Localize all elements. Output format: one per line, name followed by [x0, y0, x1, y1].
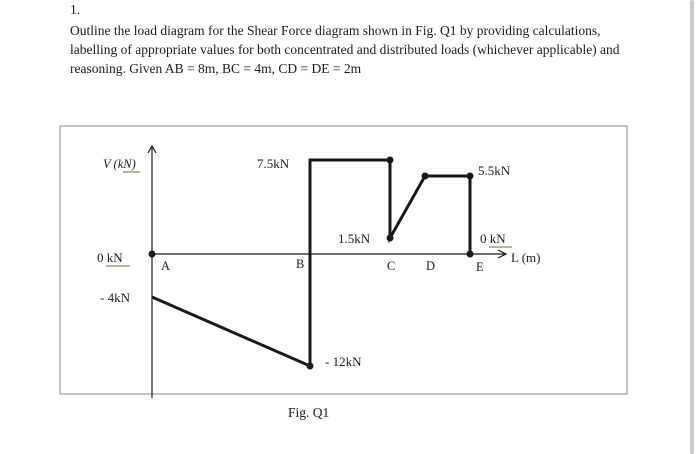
- neg4-label: - 4kN: [100, 290, 130, 305]
- zero-label-left: 0 kN: [97, 250, 123, 265]
- point-label-a: A: [161, 259, 171, 273]
- point-dot-b-bottom: [307, 363, 314, 370]
- point-label-b: B: [296, 257, 305, 271]
- value-label-neg12kn: - 12kN: [325, 354, 362, 369]
- point-dot-d: [422, 173, 429, 180]
- point-label-d: D: [426, 259, 436, 273]
- scrollbar[interactable]: [690, 0, 694, 454]
- question-text: Outline the load diagram for the Shear Force diagram shown in Fig. Q1 by providing calculations, labelling of appropriate values for both concentrated and distributed loads (whichever applicable) and reasoning. Given AB = 8m, BC = 4m, CD = DE = 2m: [70, 23, 620, 76]
- value-label-7-5kn: 7.5kN: [257, 156, 290, 171]
- x-axis-label: L (m): [511, 250, 541, 265]
- point-dot-c-top: [387, 157, 394, 164]
- point-dot-c-bottom: [387, 235, 394, 242]
- figure-caption: Fig. Q1: [288, 405, 330, 420]
- point-dot-e: [467, 251, 474, 258]
- point-dot-e-top: [467, 173, 474, 180]
- value-label-5-5kn: 5.5kN: [478, 163, 511, 178]
- value-label-1-5kn: 1.5kN: [338, 231, 371, 246]
- shear-force-line: [152, 160, 470, 366]
- question-number: 1.: [70, 2, 81, 17]
- point-dot-a: [149, 251, 156, 258]
- y-axis-label: V (kN): [103, 157, 136, 171]
- zero-label-right: 0 kN: [480, 231, 506, 246]
- point-label-e: E: [476, 260, 484, 274]
- point-label-c: C: [387, 259, 396, 273]
